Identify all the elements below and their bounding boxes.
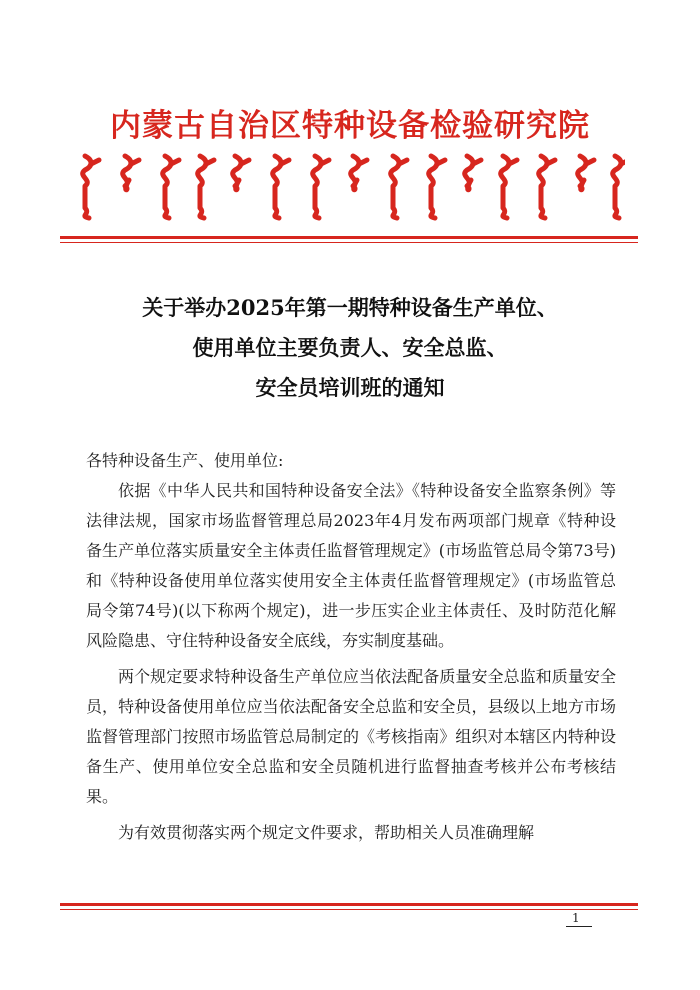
title-line-3: 安全员培训班的通知	[255, 375, 445, 400]
mongolian-glyph-stroke	[578, 156, 586, 190]
page-number-underline	[566, 926, 592, 927]
salutation: 各特种设备生产、使用单位:	[86, 451, 284, 470]
mongolian-glyph-stroke	[465, 156, 473, 190]
mongolian-glyph-stroke	[351, 156, 359, 190]
mongolian-glyph-stroke	[233, 156, 241, 190]
mongolian-logotype-image	[75, 150, 625, 225]
paragraph-2: 两个规定要求特种设备生产单位应当依法配备质量安全总监和质量安全员，特种设备使用单位应当依法配备安全总监和安全员，县级以上地方市场监督管理部门按照市场监管总局制定的《考核指南》组织对本辖区内特种设备生产、使用单位安全总监和安全员随机进行监督抽查考核并公布考核结果。	[86, 667, 616, 806]
title-line-1: 关于举办2025年第一期特种设备生产单位、	[142, 295, 558, 320]
paragraph-1: 依据《中华人民共和国特种设备安全法》《特种设备安全监察条例》等法律法规，国家市场监督管理总局2023年4月发布两项部门规章《特种设备生产单位落实质量安全主体责任监督管理规定》(市场监管总局令第73号)和《特种设备使用单位落实使用安全主体责任监督管理规定》(市场监管总局令第74号)(以下称两个规定)，进一步压实企业主体责任、及时防范化解风险隐患、守住特种设备安全底线，夯实制度基础。	[86, 481, 616, 650]
footer-rule-thin	[60, 909, 638, 910]
header-rule-thick	[60, 236, 638, 239]
paragraph-3: 为有效贯彻落实两个规定文件要求，帮助相关人员准确理解	[118, 823, 535, 842]
page-number: 1	[572, 911, 580, 925]
document-title	[60, 288, 640, 408]
document-body	[86, 446, 616, 848]
footer-rule-thick	[60, 903, 638, 906]
mongolian-glyph-stroke	[123, 156, 131, 190]
title-line-2: 使用单位主要负责人、安全总监、	[192, 335, 508, 360]
org-name-heading: 内蒙古自治区特种设备检验研究院	[110, 108, 590, 144]
header-rule-thin	[60, 242, 638, 243]
